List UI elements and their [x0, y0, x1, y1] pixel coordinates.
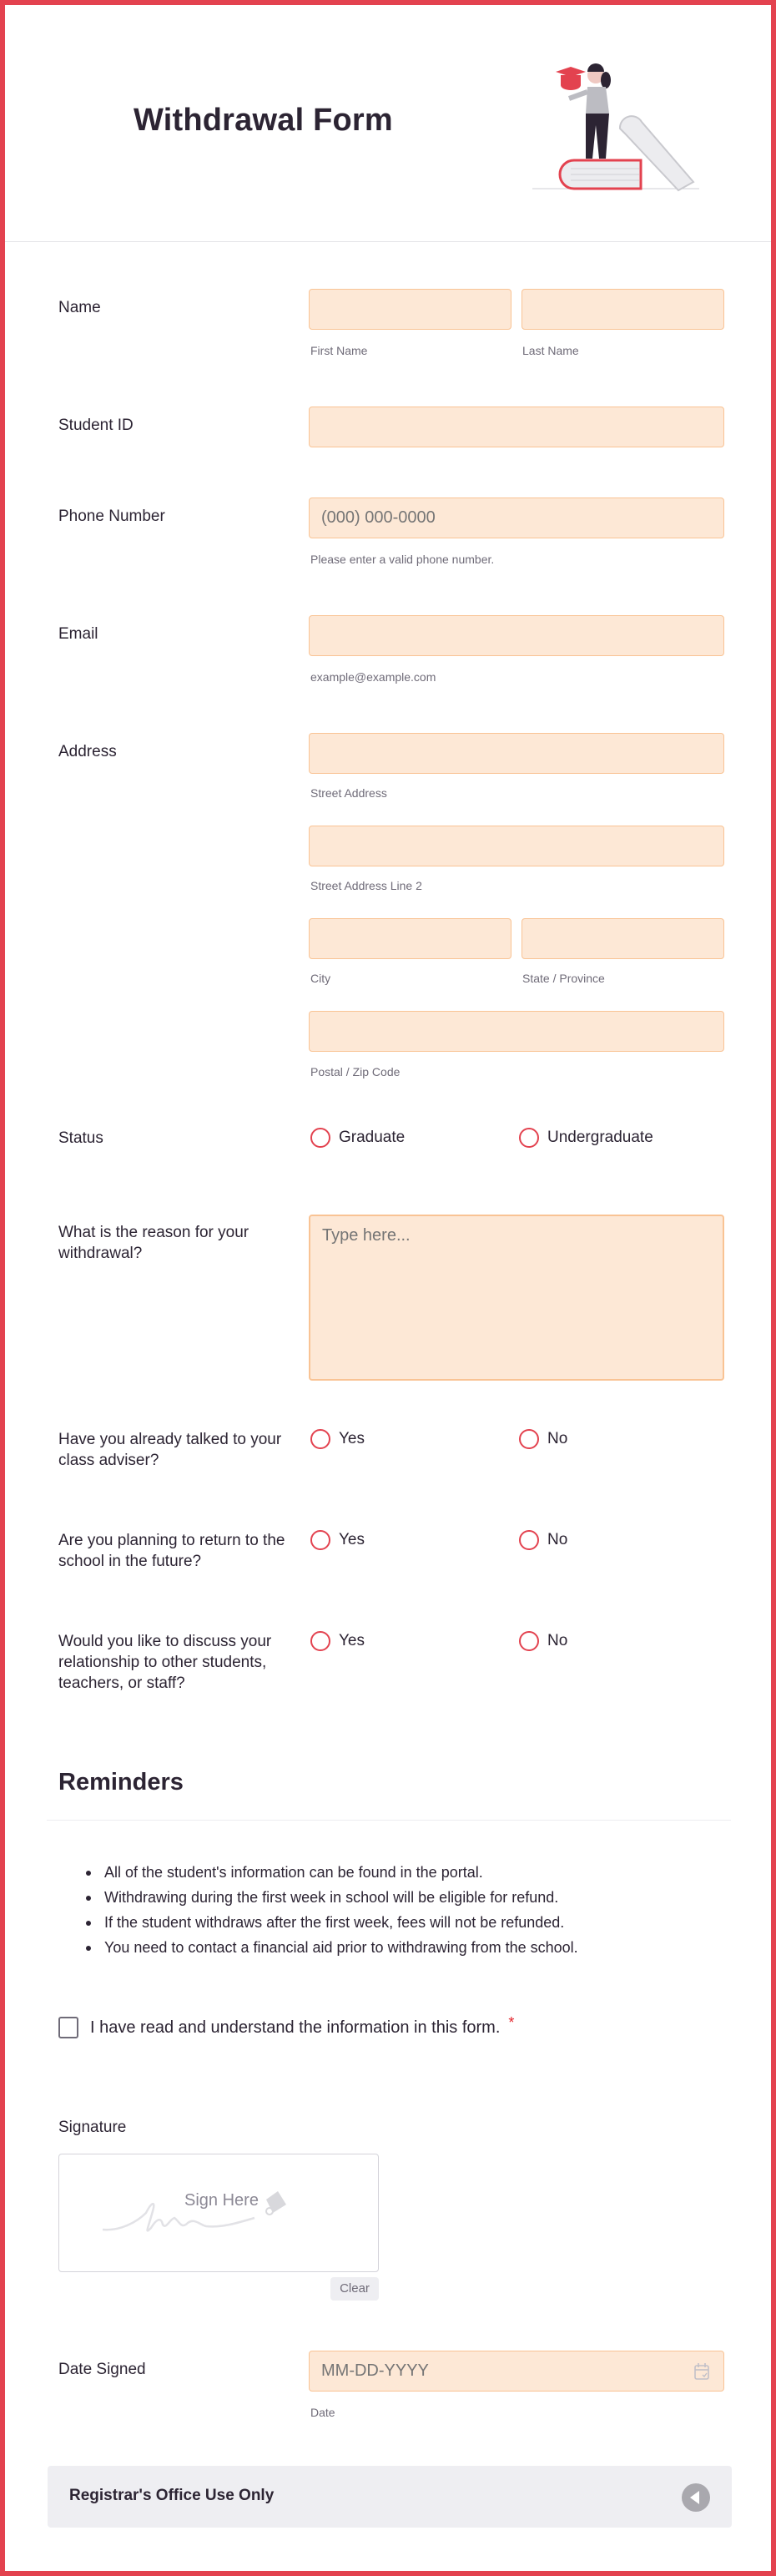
radio-circle-icon [310, 1429, 330, 1449]
reminders-list [83, 1860, 578, 1960]
collapse-arrow-icon[interactable] [682, 2483, 710, 2512]
reminders-divider [47, 1820, 731, 1821]
email-sublabel: example@example.com [310, 670, 436, 684]
reminder-item: You need to contact a financial aid prior to withdrawing from the school. [83, 1935, 578, 1960]
discuss-label: Would you like to discuss your relationship to other students, teachers, or staff? [58, 1633, 272, 1692]
radio-circle-icon [519, 1530, 539, 1550]
phone-sublabel: Please enter a valid phone number. [310, 553, 495, 566]
acknowledge-checkbox[interactable] [58, 2017, 78, 2038]
radio-label: Graduate [339, 1129, 406, 1146]
radio-circle-icon [519, 1631, 539, 1651]
state-input[interactable] [522, 918, 724, 959]
city-sublabel: City [310, 972, 331, 985]
required-asterisk: * [508, 2013, 515, 2031]
last-name-sublabel: Last Name [522, 344, 579, 357]
phone-label: Phone Number [58, 508, 165, 525]
radio-label: Undergraduate [547, 1129, 653, 1146]
radio-circle-icon [519, 1429, 539, 1449]
radio-label: No [547, 1632, 568, 1649]
city-input[interactable] [309, 918, 511, 959]
sign-here-text: Sign Here [184, 2191, 259, 2210]
street-address-line2-input[interactable] [309, 826, 724, 866]
zip-sublabel: Postal / Zip Code [310, 1065, 401, 1078]
radio-label: Yes [339, 1430, 365, 1447]
radio-label: Yes [339, 1632, 365, 1649]
radio-label: No [547, 1531, 568, 1548]
status-graduate-radio[interactable] [310, 1128, 405, 1148]
radio-circle-icon [310, 1128, 330, 1148]
adviser-no-radio[interactable] [519, 1429, 567, 1449]
date-input[interactable] [309, 2351, 724, 2392]
registrar-section-collapse[interactable] [48, 2466, 732, 2528]
address-label: Address [58, 743, 117, 760]
acknowledge-checkbox-row[interactable] [58, 2013, 515, 2038]
reason-label: What is the reason for your withdrawal? [58, 1224, 249, 1262]
street-address-line2-sublabel: Street Address Line 2 [310, 879, 422, 892]
radio-circle-icon [310, 1631, 330, 1651]
clear-signature-button[interactable]: Clear [330, 2277, 379, 2301]
last-name-input[interactable] [522, 289, 724, 330]
calendar-icon[interactable] [693, 2362, 710, 2381]
phone-input[interactable] [309, 498, 724, 538]
student-id-input[interactable] [309, 407, 724, 447]
acknowledge-label: I have read and understand the information in this form. [90, 2018, 501, 2037]
signature-pad[interactable] [58, 2154, 379, 2272]
adviser-yes-radio[interactable] [310, 1429, 365, 1449]
signature-label: Signature [58, 2119, 127, 2136]
date-sublabel: Date [310, 2406, 335, 2419]
radio-circle-icon [310, 1530, 330, 1550]
signature-scribble-icon [96, 2188, 346, 2238]
discuss-yes-radio[interactable] [310, 1631, 365, 1651]
radio-label: Yes [339, 1531, 365, 1548]
first-name-input[interactable] [309, 289, 511, 330]
discuss-no-radio[interactable] [519, 1631, 567, 1651]
name-label: Name [58, 299, 101, 316]
return-label: Are you planning to return to the school in the future? [58, 1532, 285, 1570]
email-label: Email [58, 625, 98, 643]
page-title: Withdrawal Form [134, 103, 393, 138]
email-input[interactable] [309, 615, 724, 656]
student-on-books-illustration-icon [524, 62, 708, 195]
status-undergraduate-radio[interactable] [519, 1128, 653, 1148]
status-label: Status [58, 1129, 103, 1147]
date-signed-label: Date Signed [58, 2361, 146, 2378]
return-no-radio[interactable] [519, 1530, 567, 1550]
street-address-sublabel: Street Address [310, 786, 387, 800]
reminder-item: All of the student's information can be found in the portal. [83, 1860, 578, 1885]
registrar-section-title: Registrar's Office Use Only [69, 2487, 275, 2504]
radio-circle-icon [519, 1128, 539, 1148]
form-header [5, 5, 771, 242]
return-yes-radio[interactable] [310, 1530, 365, 1550]
student-id-label: Student ID [58, 417, 134, 434]
first-name-sublabel: First Name [310, 344, 368, 357]
reminder-item: Withdrawing during the first week in school will be eligible for refund. [83, 1885, 578, 1910]
zip-input[interactable] [309, 1011, 724, 1052]
reminders-heading: Reminders [58, 1769, 184, 1796]
radio-label: No [547, 1430, 568, 1447]
reason-textarea[interactable] [309, 1215, 724, 1381]
adviser-label: Have you already talked to your class adviser? [58, 1431, 282, 1469]
reminder-item: If the student withdraws after the first week, fees will not be refunded. [83, 1910, 578, 1935]
street-address-input[interactable] [309, 733, 724, 774]
state-sublabel: State / Province [522, 972, 605, 985]
